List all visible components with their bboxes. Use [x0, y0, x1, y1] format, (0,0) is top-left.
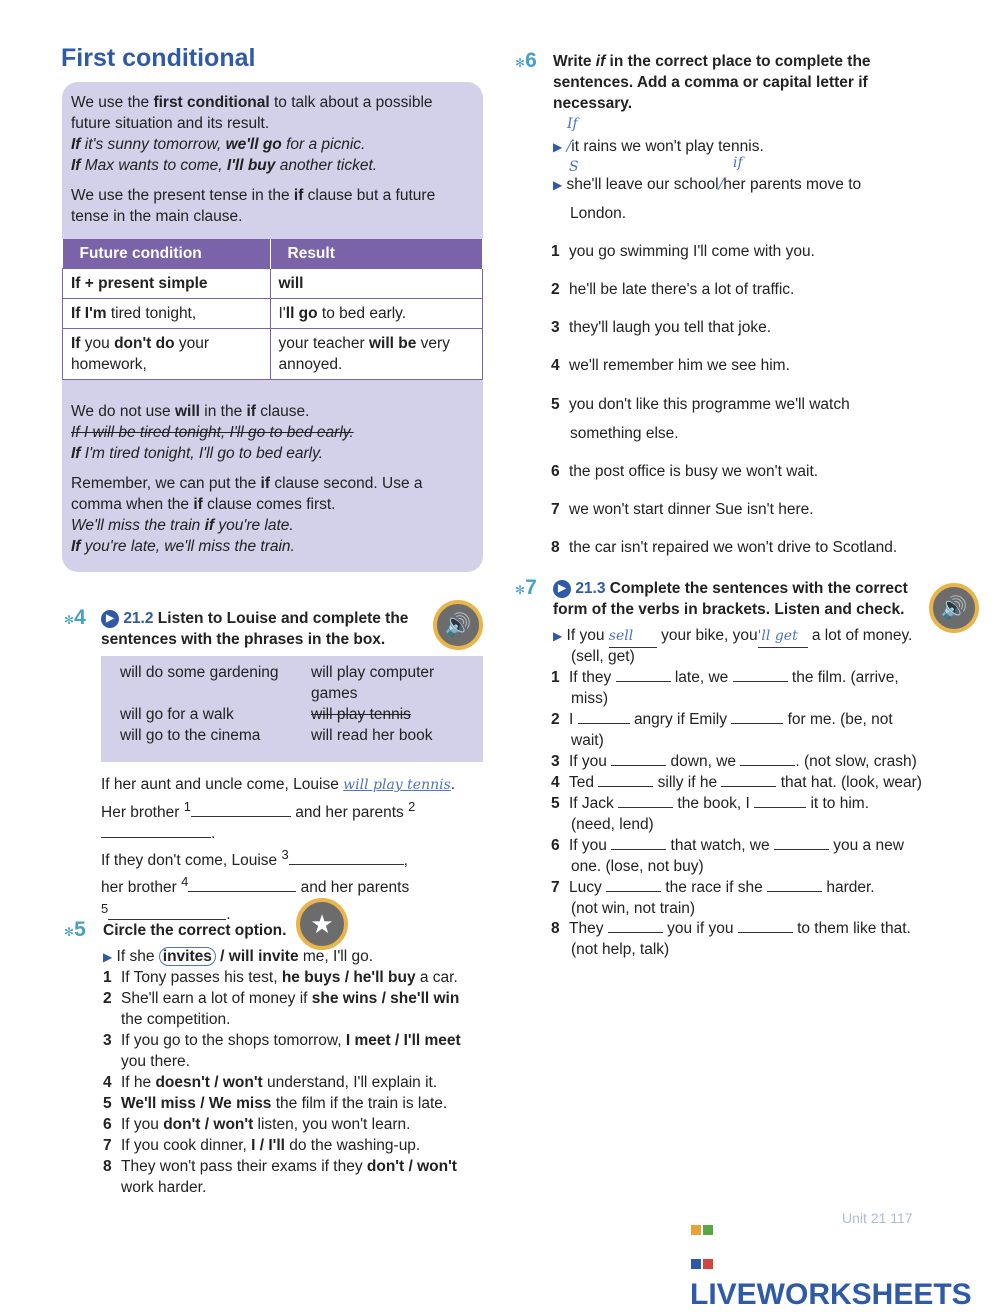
blank-input[interactable]: [101, 825, 211, 838]
option-choice[interactable]: doesn't / won't: [155, 1074, 263, 1091]
page-ref: Unit 21 117: [842, 1210, 913, 1226]
option-choice[interactable]: I meet / I'll meet: [345, 1032, 461, 1049]
blank-input[interactable]: [740, 753, 795, 766]
audio-speaker-icon[interactable]: 🔊: [433, 600, 483, 650]
ex6-example-1: ▶ /it rains we won't play tennis.: [553, 138, 764, 155]
list-item: 7 we won't start dinner Sue isn't here.: [551, 501, 814, 518]
handwritten-if: if: [733, 155, 743, 171]
logo-icon: [690, 1210, 714, 1278]
blank-input[interactable]: [191, 804, 291, 817]
ex4-answer: will play tennis: [343, 777, 451, 793]
liveworksheets-logo: LIVEWORKSHEETS: [690, 1210, 999, 1312]
table-header: Result: [270, 239, 483, 269]
play-icon[interactable]: ▶: [101, 610, 119, 628]
option-choice[interactable]: We'll miss / We miss: [121, 1095, 272, 1112]
list-item-cont: the competition.: [121, 1011, 231, 1028]
list-item: 3 If you down, we . (not slow, crash): [551, 753, 917, 770]
ex7-example: ▶ If you sell your bike, you'll get a lot of money.: [553, 625, 912, 648]
ex4-instructions: ▶ 21.2 Listen to Louise and complete the sentences with the phrases in the box.: [101, 610, 409, 648]
ex6-number: ✻6: [515, 49, 537, 72]
ex4-number: ✻4: [64, 606, 86, 629]
option-choice[interactable]: don't / won't: [163, 1116, 254, 1133]
circled-answer[interactable]: invites: [159, 947, 216, 966]
blank-input[interactable]: [733, 669, 788, 682]
list-item: 1 If Tony passes his test, he buys / he'll buy a car.: [103, 969, 458, 986]
list-item-cont: (not win, not train): [571, 900, 696, 917]
table-row: If + present simple will: [63, 269, 483, 299]
audio-speaker-icon[interactable]: 🔊: [929, 583, 979, 633]
blank-input[interactable]: [754, 795, 806, 808]
list-item: 2 I angry if Emily for me. (be, not: [551, 711, 893, 728]
list-item: 8 They you if you to them like that.: [551, 920, 911, 937]
blank-input[interactable]: [767, 879, 822, 892]
phrase-item: will do some gardening: [120, 664, 279, 681]
list-item: 3 they'll laugh you tell that joke.: [551, 319, 771, 336]
ex5-example: ▶ If she invites / will invite me, I'll go.: [103, 948, 374, 965]
list-item-cont: miss): [571, 690, 609, 707]
list-item: 5 We'll miss / We miss the film if the train is late.: [103, 1095, 448, 1112]
list-item: 3 If you go to the shops tomorrow, I meet / I'll meet: [103, 1032, 461, 1049]
ex7-number: ✻7: [515, 576, 537, 599]
list-item: 4 we'll remember him we see him.: [551, 357, 790, 374]
blank-input[interactable]: [774, 837, 829, 850]
play-icon[interactable]: ▶: [553, 580, 571, 598]
phrase-item: will play computer games: [311, 664, 435, 702]
list-item: 7 Lucy the race if she harder.: [551, 879, 875, 896]
phrase-item: will read her book: [311, 727, 433, 744]
blank-input[interactable]: [598, 774, 653, 787]
list-item: 1 If they late, we the film. (arrive,: [551, 669, 899, 686]
blank-input[interactable]: [738, 920, 793, 933]
ex6-instructions: Write if in the correct place to complete the sentences. Add a comma or capital letter if necessary.: [553, 53, 871, 112]
ex7-instructions: ▶ 21.3 Complete the sentences with the correct form of the verbs in brackets. Listen and check.: [553, 580, 908, 618]
blank-input[interactable]: [721, 774, 776, 787]
list-item: 2 he'll be late there's a lot of traffic.: [551, 281, 795, 298]
option-choice[interactable]: she wins / she'll win: [311, 990, 460, 1007]
list-item: 7 If you cook dinner, I / I'll do the washing-up.: [103, 1137, 421, 1154]
blank-input[interactable]: [606, 879, 661, 892]
phrase-item: will go to the cinema: [120, 727, 261, 744]
list-item: 6 the post office is busy we won't wait.: [551, 463, 819, 480]
ex6-example-2-cont: London.: [570, 205, 627, 222]
blank-input[interactable]: [578, 711, 630, 724]
table-row: If I'm tired tonight, I'll go to bed early.: [63, 299, 483, 329]
list-item: 2 She'll earn a lot of money if she wins / she'll win: [103, 990, 460, 1007]
ex5-number: ✻5: [64, 918, 86, 941]
page-title: First conditional: [61, 44, 256, 72]
grammar-notes: We do not use will in the if clause. If I will be tired tonight, I'll go to bed early. If I'm tired tonight, I'll go to bed early. Remember, we can put the if clause second. Use a comma when the if clause comes first. We'll miss the train if you're late. If you're late, we'll miss the train.: [71, 403, 423, 555]
list-item: 4 Ted silly if he that hat. (look, wear): [551, 774, 922, 791]
table-row: If you don't do your homework, your teacher will be very annoyed.: [63, 329, 483, 380]
list-item: 1 you go swimming I'll come with you.: [551, 243, 815, 260]
option-choice[interactable]: don't / won't: [366, 1158, 457, 1175]
grammar-table: [62, 239, 483, 380]
blank-input[interactable]: [618, 795, 673, 808]
ex6-example-2: ▶ she'll leave our school/her parents move to: [553, 176, 862, 193]
blank-input[interactable]: [108, 907, 226, 920]
blank-input[interactable]: [289, 852, 404, 865]
grammar-intro: We use the first conditional to talk about a possible future situation and its result. If it's sunny tomorrow, we'll go for a picnic. If Max wants to come, I'll buy another ticket. We use the present tense in the if clause but a future tense in the main clause.: [71, 94, 436, 225]
handwritten-if: If: [567, 116, 578, 132]
blank-input[interactable]: [611, 837, 666, 850]
phrase-item: will go for a walk: [120, 706, 234, 723]
handwritten-s: S: [569, 159, 579, 175]
list-item-cont: (need, lend): [571, 816, 654, 833]
option-choice[interactable]: he buys / he'll buy: [281, 969, 416, 986]
list-item: 8 They won't pass their exams if they don't / won't: [103, 1158, 457, 1175]
list-item: 6 If you don't / won't listen, you won't learn.: [103, 1116, 411, 1133]
list-item: 8 the car isn't repaired we won't drive to Scotland.: [551, 539, 898, 556]
list-item: 5 If Jack the book, I it to him.: [551, 795, 870, 812]
blank-input[interactable]: [611, 753, 666, 766]
blank-input[interactable]: [616, 669, 671, 682]
list-item-cont: wait): [571, 732, 604, 749]
ex5-instructions: Circle the correct option.: [103, 922, 287, 939]
phrase-box: [101, 656, 483, 762]
list-item-cont: work harder.: [121, 1179, 207, 1196]
star-icon: ★: [296, 898, 348, 950]
list-item: 4 If he doesn't / won't understand, I'll explain it.: [103, 1074, 438, 1091]
option-choice[interactable]: I / I'll: [251, 1137, 285, 1154]
blank-input[interactable]: [608, 920, 663, 933]
blank-input[interactable]: [731, 711, 783, 724]
phrase-item: will play tennis: [311, 706, 411, 723]
list-item: 5 you don't like this programme we'll watch: [551, 396, 850, 413]
list-item-cont: one. (lose, not buy): [571, 858, 704, 875]
ex4-passage: If her aunt and uncle come, Louise will play tennis. Her brother $^1$ and her parents $^2$. If they don't come, Louise $^3$ , her brother $^4$ and her parents $^5$ .: [101, 776, 456, 924]
list-item: 6 If you that watch, we you a new: [551, 837, 904, 854]
table-header: Future condition: [63, 239, 271, 269]
list-item-cont: you there.: [121, 1053, 190, 1070]
ex7-example-hint: (sell, get): [571, 648, 635, 665]
list-item-cont: something else.: [570, 425, 679, 442]
list-item-cont: (not help, talk): [571, 941, 670, 958]
blank-input[interactable]: [188, 879, 296, 892]
